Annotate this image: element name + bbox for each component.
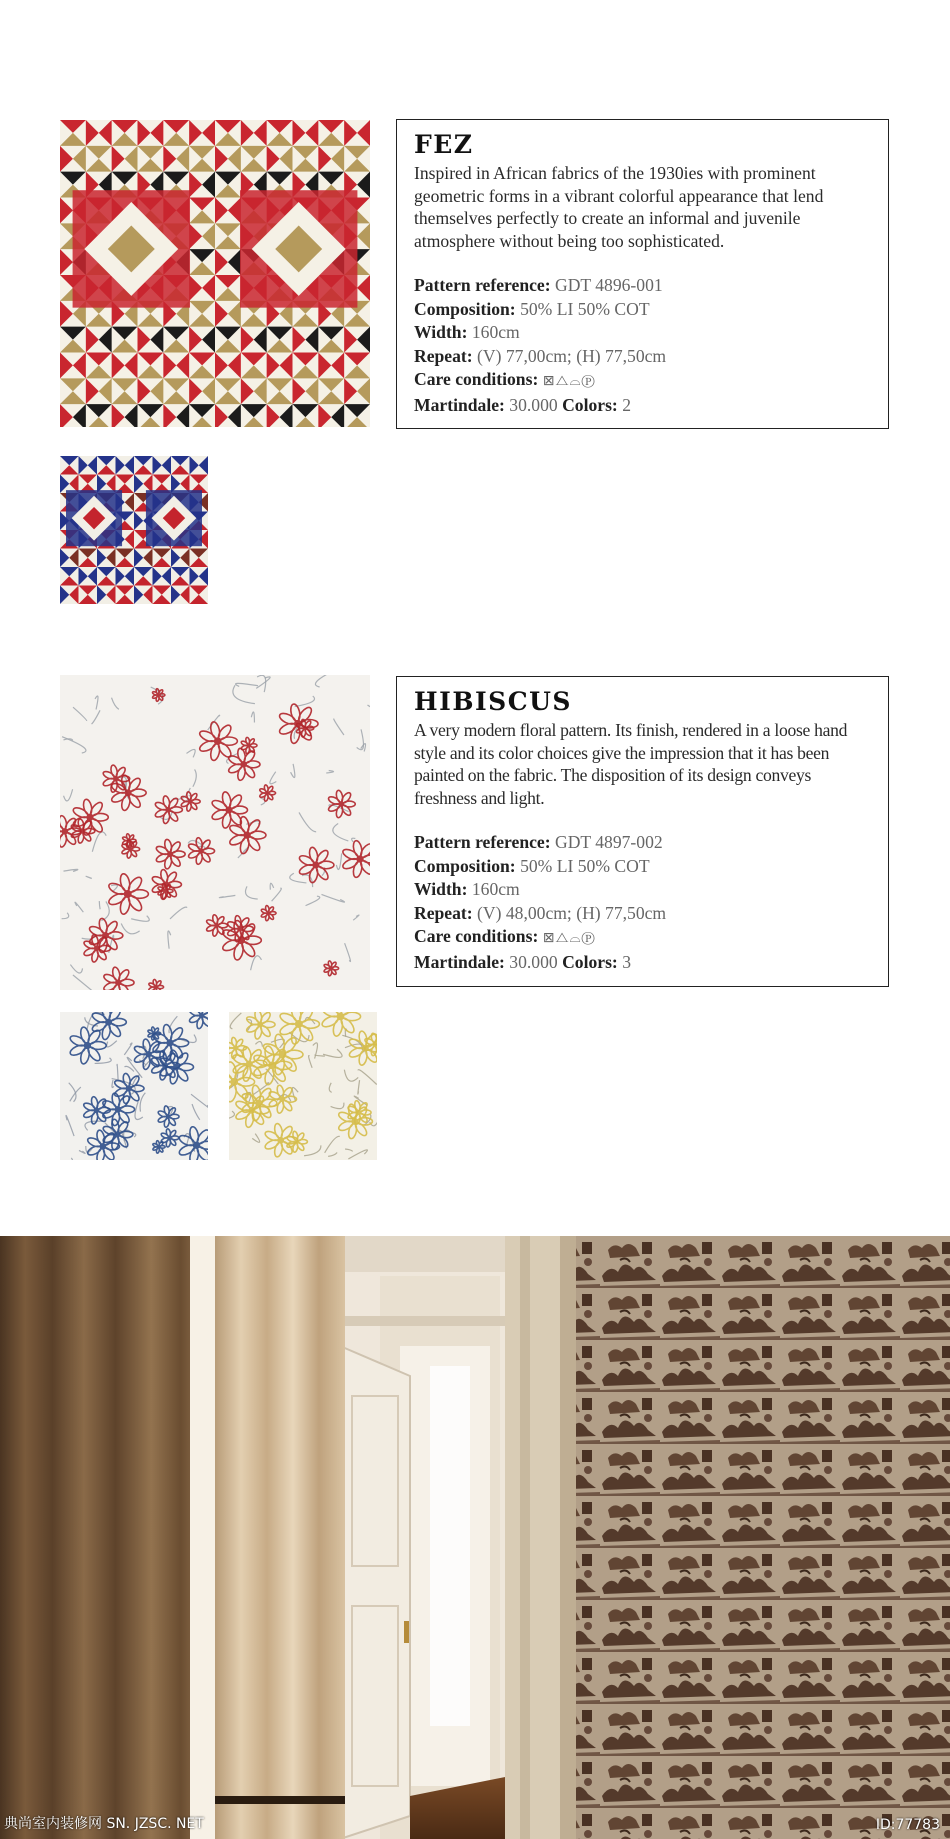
product-name: FEZ [414, 130, 474, 159]
spec-label: Composition: [414, 855, 516, 876]
spec-label: Pattern reference: [414, 832, 551, 852]
spec-label: Care conditions: [414, 926, 539, 946]
pattern-reference: GDT 4896-001 [555, 275, 663, 295]
care-symbols-icon: ⊠⧍⌓Ⓟ [542, 373, 596, 389]
hibiscus-info-box [396, 676, 889, 987]
care-symbols-icon: ⊠⧍⌓Ⓟ [542, 930, 596, 946]
spec-label: Repeat: [414, 345, 473, 366]
colors-count: 3 [622, 951, 631, 972]
product-description: Inspired in African fabrics of the 1930ies with prominent geometric forms in a vibrant colorful appearance that lend themselves perfectly to create an informal and juvenile atmosphere without being too sophisticated. [414, 163, 824, 251]
pattern-reference: GDT 4897-002 [555, 832, 663, 852]
fez-main-swatch [60, 120, 370, 427]
watermark-id: ID:77783 [875, 1817, 940, 1833]
room-interior-photo [0, 1236, 950, 1839]
spec-label: Martindale: [414, 394, 505, 415]
width: 160cm [471, 322, 520, 342]
composition: 50% LI 50% COT [520, 855, 650, 876]
composition: 50% LI 50% COT [520, 298, 650, 319]
spec-label: Repeat: [414, 902, 473, 923]
spec-label: Care conditions: [414, 369, 539, 389]
product-description: A very modern floral pattern. Its finish, rendered in a loose hand style and its color choices give the impression that it has been painted on the fabric. The disposition of its design conveys freshness and light. [414, 720, 848, 808]
spec-label: Martindale: [414, 951, 505, 972]
martindale: 30.000 [509, 951, 558, 972]
fez-color-variant-swatch [60, 456, 208, 604]
width: 160cm [471, 879, 520, 899]
spec-label: Width: [414, 322, 468, 342]
spec-label: Composition: [414, 298, 516, 319]
product-specs [414, 831, 874, 974]
hibiscus-yellow-variant-swatch [229, 1012, 377, 1160]
colors-count: 2 [622, 394, 631, 415]
repeat: (V) 77,00cm; (H) 77,50cm [477, 345, 667, 366]
spec-label: Colors: [562, 951, 618, 972]
martindale: 30.000 [509, 394, 558, 415]
watermark-site: 典尚室内装修网 SN. JZSC. NET [4, 1816, 204, 1832]
fez-info-box [396, 119, 889, 429]
product-specs [414, 274, 874, 417]
repeat: (V) 48,00cm; (H) 77,50cm [477, 902, 667, 923]
product-name: HIBISCUS [414, 687, 572, 716]
spec-label: Pattern reference: [414, 275, 551, 295]
spec-label: Colors: [562, 394, 618, 415]
hibiscus-main-swatch [60, 675, 370, 990]
hibiscus-blue-variant-swatch [60, 1012, 208, 1160]
spec-label: Width: [414, 879, 468, 899]
